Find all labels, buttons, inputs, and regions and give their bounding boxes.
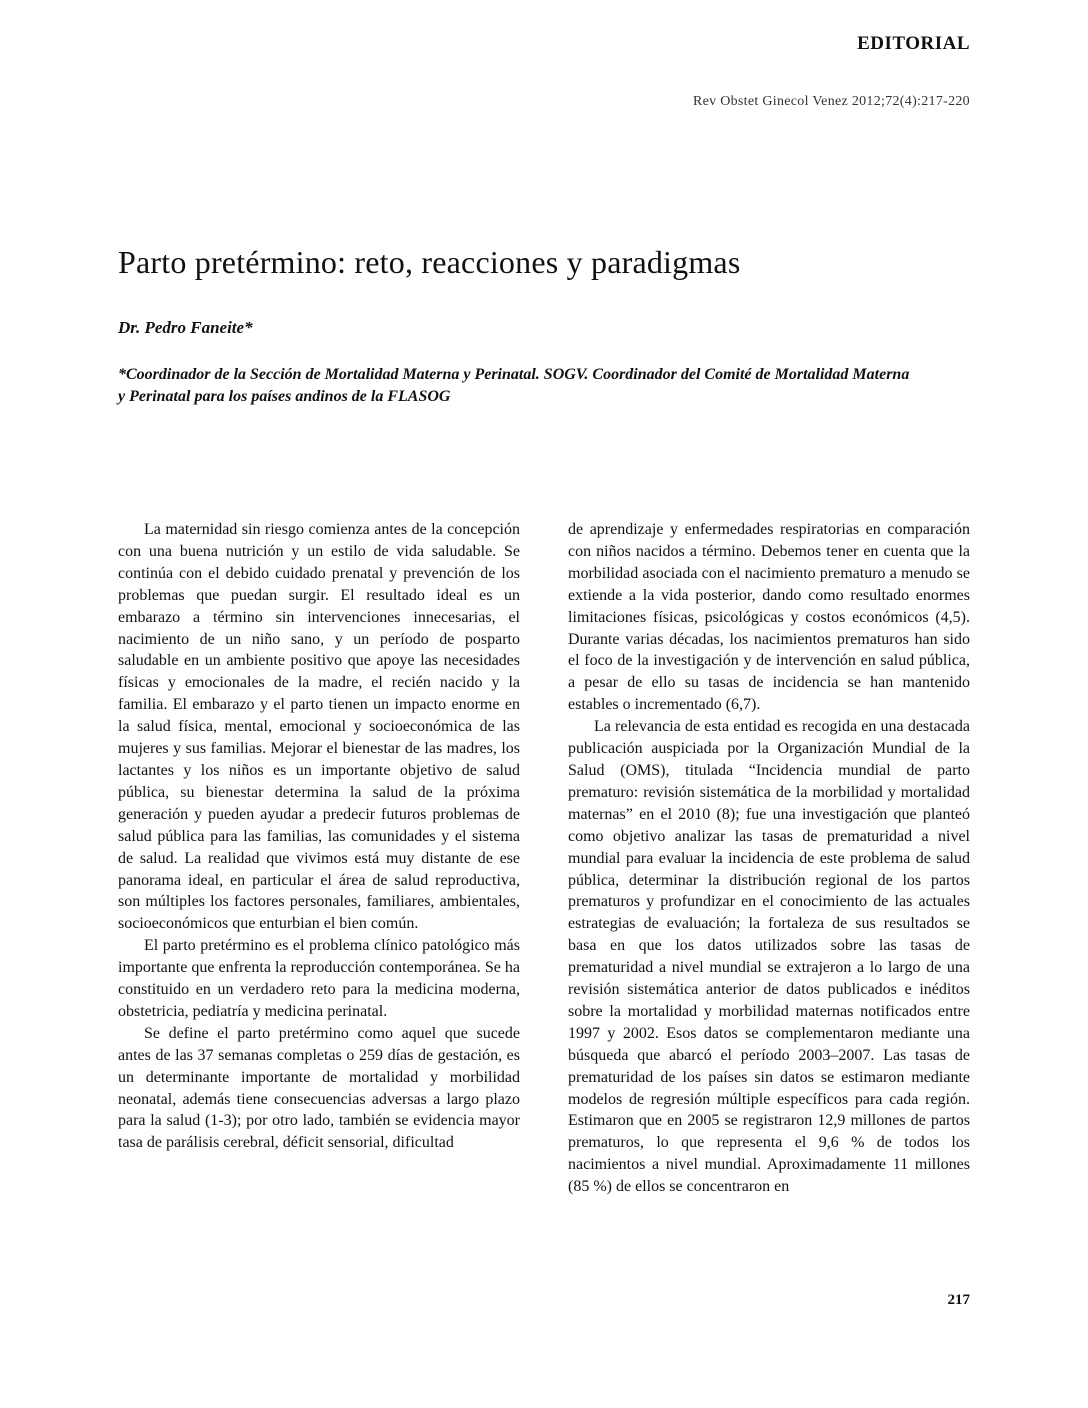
paragraph: Se define el parto pretérmino como aquel que sucede antes de las 37 semanas completas o 259 días de gestación, es un determinante importante de mortalidad y morbilidad neonatal, además tiene consecuencias adversas a largo plazo para la salud (1-3); por otro lado, también se evidencia mayor tasa de parálisis cerebral, déficit sensorial, dificultad — [118, 1024, 520, 1152]
section-label: EDITORIAL — [857, 33, 970, 54]
journal-citation: Rev Obstet Ginecol Venez 2012;72(4):217-220 — [692, 94, 970, 109]
paragraph: La relevancia de esta entidad es recogida en una destacada publicación auspiciada por la Organización Mundial de la Salud (OMS), titulada “Incidencia mundial de parto prematuro: revisión sistemática de la morbilidad y mortalidad maternas” en el 2010 (8); fue una investigación que planteó como objetivo analizar las tasas de prematuridad a nivel mundial para evaluar la incidencia de este problema de salud pública, determinar la distribución regional de los partos prematuros y profundizar en el conocimiento de las actuales estrategias de evaluación; la fortaleza de sus resultados se basa en que los datos utilizados sobre las tasas de prematuridad a nivel mundial se extrajeron a lo largo de una revisión sistemática anterior de datos publicados e inéditos sobre la mortalidad y morbilidad maternas notificados entre 1997 y 2002. Esos datos se complementaron mediante una búsqueda que abarcó el período 2003–2007. Las tasas de prematuridad de los países sin datos se estimaron mediante modelos de regresión múltiple específicos para cada región. Estimaron que en 2005 se registraron 12,9 millones de partos prematuros, lo que representa el 9,6 % de todos los nacimientos a nivel mundial. Aproximadamente 11 millones (85 %) de ellos se concentraron en — [568, 718, 970, 1196]
article-title: Parto pretérmino: reto, reacciones y paradigmas — [118, 244, 741, 280]
article-author: Dr. Pedro Faneite* — [118, 318, 253, 337]
body-column-right — [568, 519, 970, 1198]
author-affiliation: *Coordinador de la Sección de Mortalidad Materna y Perinatal. SOGV. Coordinador del Comité de Mortalidad Materna y Perinatal para los países andinos de la FLASOG — [118, 366, 910, 405]
body-column-left — [118, 519, 520, 1154]
paragraph: El parto pretérmino es el problema clínico patológico más importante que enfrenta la reproducción contemporánea. Se ha constituido en un verdadero reto para la medicina moderna, obstetricia, pediatría y medicina perinatal. — [118, 937, 520, 1020]
page-number: 217 — [947, 1292, 970, 1308]
paragraph: La maternidad sin riesgo comienza antes de la concepción con una buena nutrición y un estilo de vida saludable. Se continúa con el debido cuidado prenatal y prevención de los problemas que puedan surgir. El resultado ideal es un embarazo a término sin intervenciones innecesarias, el nacimiento de un niño sano, y un período de posparto saludable en un ambiente positivo que apoye las necesidades físicas y emocionales de la madre, el recién nacido y la familia. El embarazo y el parto tienen un impacto enorme en la salud física, mental, emocional y socioeconómica de las mujeres y sus familias. Mejorar el bienestar de las madres, los lactantes y los niños es un importante objetivo de salud pública, su bienestar determina la salud de la próxima generación y pueden ayudar a predecir futuros problemas de salud pública para las familias, las comunidades y el sistema de salud. La realidad que vivimos está muy distante de ese panorama ideal, en particular el área de salud reproductiva, son múltiples los factores personales, familiares, ambientales, socioeconómicos que enturbian el bien común. — [118, 521, 520, 933]
paragraph-continued: de aprendizaje y enfermedades respiratorias en comparación con niños nacidos a término. Debemos tener en cuenta que la morbilidad asociada con el nacimiento prematuro a menudo se extiende a la vida posterior, dando como resultado enormes limitaciones físicas, psicológicas y costos económicos (4,5). Durante varias décadas, los nacimientos prematuros han sido el foco de la investigación y de intervención en salud pública, a pesar de ello su tasas de incidencia se han mantenido estables o incrementado (6,7). — [568, 521, 970, 714]
